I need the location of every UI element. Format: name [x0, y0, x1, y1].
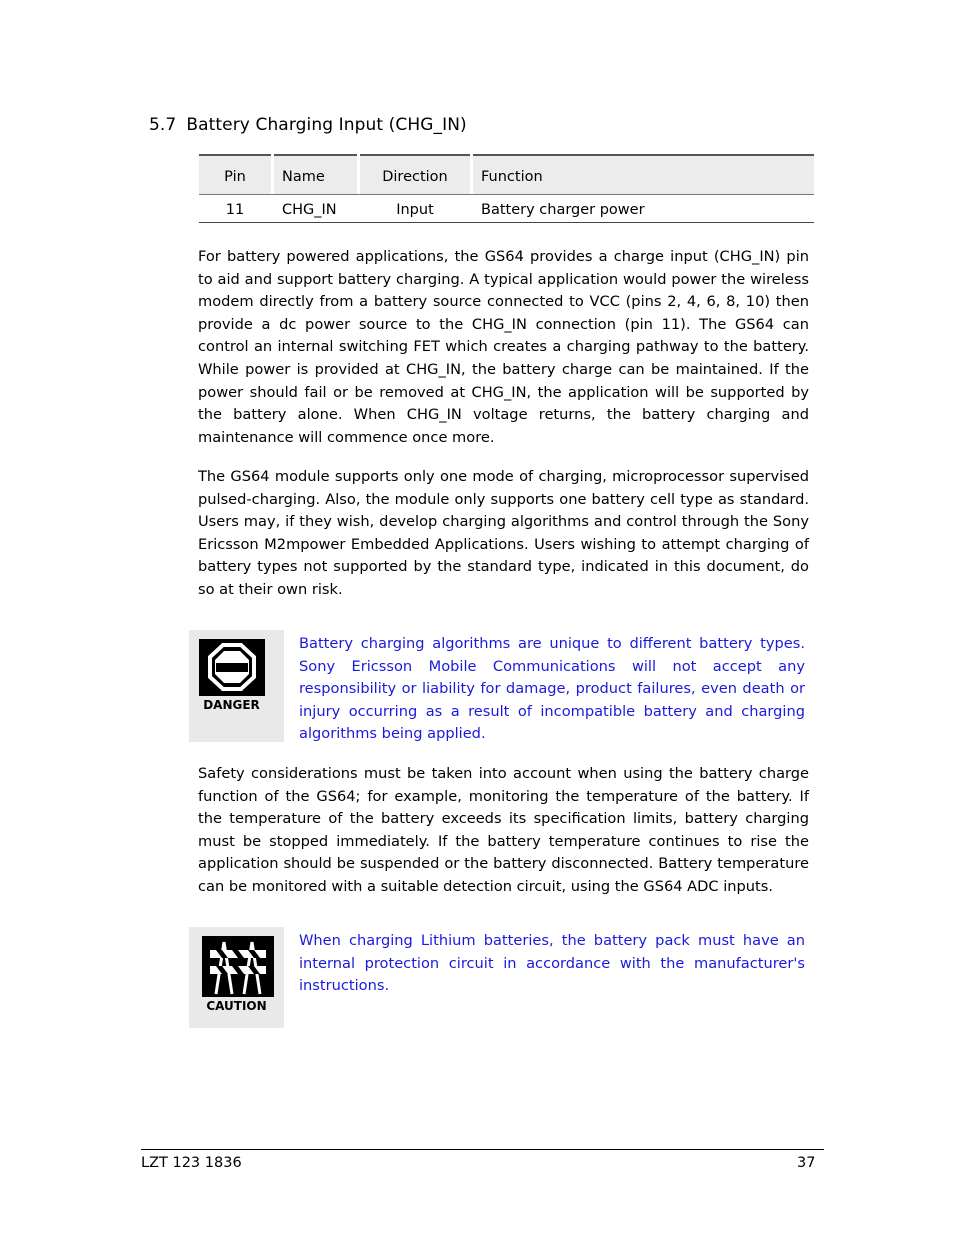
- section-number: 5.7: [149, 115, 177, 135]
- cell-direction: Input: [360, 195, 470, 223]
- danger-icon-box: [189, 630, 284, 742]
- footer-divider: [141, 1149, 824, 1150]
- footer-doc-number: LZT 123 1836: [141, 1155, 242, 1171]
- header-function: Function: [473, 154, 814, 195]
- section-title: Battery Charging Input (CHG_IN): [186, 115, 467, 135]
- table-row: [199, 195, 814, 223]
- cell-function: Battery charger power: [473, 195, 814, 223]
- danger-label: DANGER: [203, 698, 260, 712]
- caution-icon-box: [189, 927, 284, 1028]
- header-name: Name: [274, 154, 357, 195]
- caution-notice-text: When charging Lithium batteries, the battery pack must have an internal protection circuit in accordance with the manufacturer's instructions.: [299, 932, 805, 995]
- caution-label: CAUTION: [206, 999, 267, 1013]
- paragraph-charge-input: For battery powered applications, the GS64 provides a charge input (CHG_IN) pin to aid and support battery charging. A typical application would power the wireless modem directly from a battery source connected to VCC (pins 2, 4, 6, 8, 10) then provide a dc power source to the CHG_IN connection (pin 11). The GS64 can control an internal switching FET which creates a charging pathway to the battery. While power is provided at CHG_IN, the battery charge can be maintained. If the power should fail or be removed at CHG_IN, the application will be supported by the battery alone. When CHG_IN voltage returns, the battery charging and maintenance will commence once more.: [198, 248, 809, 446]
- danger-stop-icon: [199, 639, 265, 696]
- cell-name: CHG_IN: [274, 195, 357, 223]
- cell-pin: 11: [199, 195, 271, 223]
- danger-notice-text: Battery charging algorithms are unique to different battery types. Sony Ericsson Mobile Communications will not accept any responsibility or liability for damage, product failures, even death or injury occurring as a result of incompatible battery and charging algorithms being applied.: [299, 635, 805, 743]
- caution-barrier-icon: [202, 936, 274, 997]
- paragraph-safety: Safety considerations must be taken into account when using the battery charge function of the GS64; for example, monitoring the temperature of the battery. If the temperature of the battery exceeds its specification limits, battery charging must be stopped immediately. If the battery temperature continues to rise the application should be suspended or the battery disconnected. Battery temperature can be monitored with a suitable detection circuit, using the GS64 ADC inputs.: [198, 765, 809, 895]
- section-heading: [149, 115, 467, 135]
- footer-page-number: 37: [797, 1155, 816, 1171]
- paragraph-charging-mode: The GS64 module supports only one mode of charging, microprocessor supervised pulsed-charging. Also, the module only supports one battery cell type as standard. Users may, if they wish, develop charging algorithms and control through the Sony Ericsson M2mpower Embedded Applications. Users wishing to attempt charging of battery types not supported by the standard type, indicated in this document, do so at their own risk.: [198, 468, 809, 598]
- header-pin: Pin: [199, 154, 271, 195]
- table-header-row: [199, 154, 814, 195]
- pin-table: [199, 154, 814, 223]
- header-direction: Direction: [360, 154, 470, 195]
